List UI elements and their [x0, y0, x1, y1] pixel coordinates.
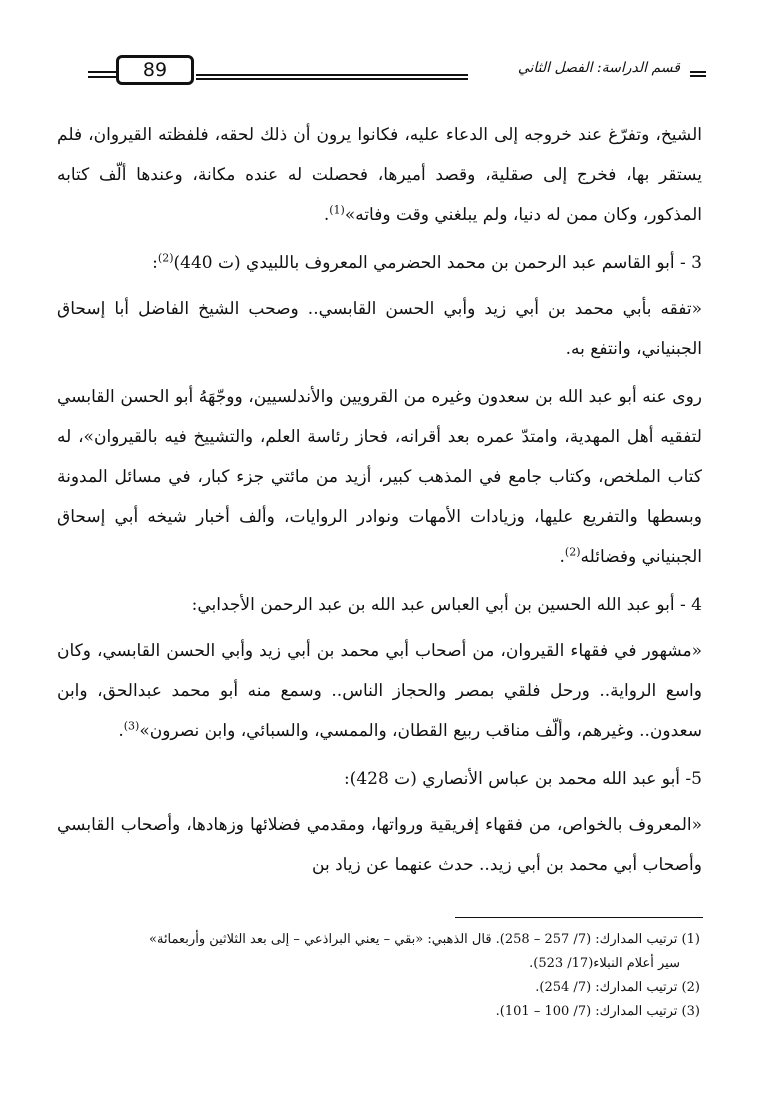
scholar-3-paragraph: روى عنه أبو عبد الله بن سعدون وغيره من القرويين والأندلسيين، ووجّهَهُ أبو الحسن القابسي لتفقيه أهل المهدية، وامتدّ عمره بعد أقرانه، فحاز رئاسة العلم، والتشييخ فيه بالقيروان»، له كتاب الملخص، وكتاب جامع في المذهب كبير، أزيد من مائتي جزء كبار، في مسائل المدونة وبسطها والتفريع عليها، وزيادات الأمهات ونوادر الروايات، وألف أخبار شيخه أبي إسحاق الجبنياني وفضائله$^{(2)}$. — [57, 387, 702, 567]
scholar-5-heading: 5- أبو عبد الله محمد بن عباس الأنصاري (ت 428): — [343, 769, 702, 789]
scholar-3-heading: 3 - أبو القاسم عبد الرحمن بن محمد الحضرمي المعروف باللبيدي (ت 440)$^{(2)}$: — [152, 251, 702, 273]
paragraph-1: الشيخ، وتفرّغ عند خروجه إلى الدعاء عليه، فكانوا يرون أن ذلك لحقه، فلفظته القيروان، فلم يستقر بها، فخرج إلى صقلية، وقصد أميرها، فحصلت له عنده مكانة، وعندها ألّف كتابه المذكور، وكان ممن له دنيا، ولم يبلغني وقت وفاته»$^{(1)}$. — [57, 125, 702, 225]
scholar-5-quote: «المعروف بالخواص، من فقهاء إفريقية ورواتها، ومقدمي فضلائها وزهادها، وأصحاب القابسي وأصحاب أبي محمد بن أبي زيد.. حدث عنهما عن زياد بن — [57, 815, 702, 875]
body-text — [57, 115, 702, 893]
scholar-3-paragraph-text: روى عنه أبو عبد الله بن سعدون وغيره من القرويين والأندلسيين، ووجّهَهُ أبو الحسن القابسي لتفقيه أهل المهدية، وامتدّ عمره بعد أقرانه، فحاز رئاسة العلم، والتشييخ فيه بالقيروان»، له كتاب الملخص، وكتاب جامع في المذهب كبير، أزيد من مائتي جزء كبار، في مسائل المدونة وبسطها والتفريع عليها، وزيادات الأمهات ونوادر الروايات، وألف أخبار شيخه أبي إسحاق الجبنياني وفضائله — [57, 387, 702, 567]
scholar-4-heading: 4 - أبو عبد الله الحسين بن أبي العباس عبد الله بن عبد الرحمن الأجدابي: — [191, 595, 702, 615]
footnote-1: (1) ترتيب المدارك: (7/ 257 – 258). قال الذهبي: «بقي – يعني البراذعي – إلى بعد الثلاثين وأربعمائة» — [149, 932, 700, 947]
header-rule-left-bottom — [88, 76, 116, 78]
running-title: قسم الدراسة: الفصل الثاني — [517, 60, 680, 76]
footnote-3: (3) ترتيب المدارك: (7/ 100 – 101). — [495, 1004, 700, 1019]
footnote-ref-2b: (2) — [564, 545, 581, 559]
scholar-4-quote-text: «مشهور في فقهاء القيروان، من أصحاب أبي محمد بن أبي زيد وأبي الحسن القابسي، وكان واسع الرواية.. ورحل فلقي بمصر والحجاز الناس.. وسمع منه أبو محمد عبدالحق، وابن سعدون.. وغيرهم، وألّف مناقب ربيع القطان، والممسي، والسبائي، وابن نصرون» — [57, 641, 702, 741]
footnotes — [60, 928, 700, 1024]
scholar-3-quote: «تفقه بأبي محمد بن أبي زيد وأبي الحسن القابسي.. وصحب الشيخ الفاضل أبا إسحاق الجبنياني، وانتفع به. — [57, 299, 702, 359]
footnote-ref-1: (1) — [329, 203, 345, 217]
page-header — [88, 52, 706, 96]
header-rule-middle-bottom — [196, 78, 468, 80]
scholar-4-quote: «مشهور في فقهاء القيروان، من أصحاب أبي محمد بن أبي زيد وأبي الحسن القابسي، وكان واسع الرواية.. ورحل فلقي بمصر والحجاز الناس.. وسمع منه أبو محمد عبدالحق، وابن سعدون.. وغيرهم، وألّف مناقب ربيع القطان، والممسي، والسبائي، وابن نصرون»$^{(3)}$. — [57, 641, 702, 741]
footnote-ref-2a: (2) — [157, 251, 174, 265]
header-rule-right-bottom — [690, 75, 706, 77]
header-rule-right-top — [690, 71, 706, 73]
paragraph-1-text: الشيخ، وتفرّغ عند خروجه إلى الدعاء عليه، فكانوا يرون أن ذلك لحقه، فلفظته القيروان، فلم يستقر بها، فخرج إلى صقلية، وقصد أميرها، فحصلت له عنده مكانة، وعندها ألّف كتابه المذكور، وكان ممن له دنيا، ولم يبلغني وقت وفاته» — [57, 125, 702, 225]
page-number: 89 — [116, 55, 194, 85]
scholar-3-name: 3 - أبو القاسم عبد الرحمن بن محمد الحضرمي المعروف باللبيدي (ت 440) — [173, 253, 702, 273]
footnote-1-continuation: سير أعلام النبلاء(17/ 523). — [529, 956, 680, 971]
header-rule-left-top — [88, 71, 116, 73]
footnote-ref-3: (3) — [123, 719, 140, 733]
footnote-2: (2) ترتيب المدارك: (7/ 254). — [535, 980, 700, 995]
footnote-separator — [455, 917, 703, 918]
header-rule-middle-top — [196, 74, 468, 76]
